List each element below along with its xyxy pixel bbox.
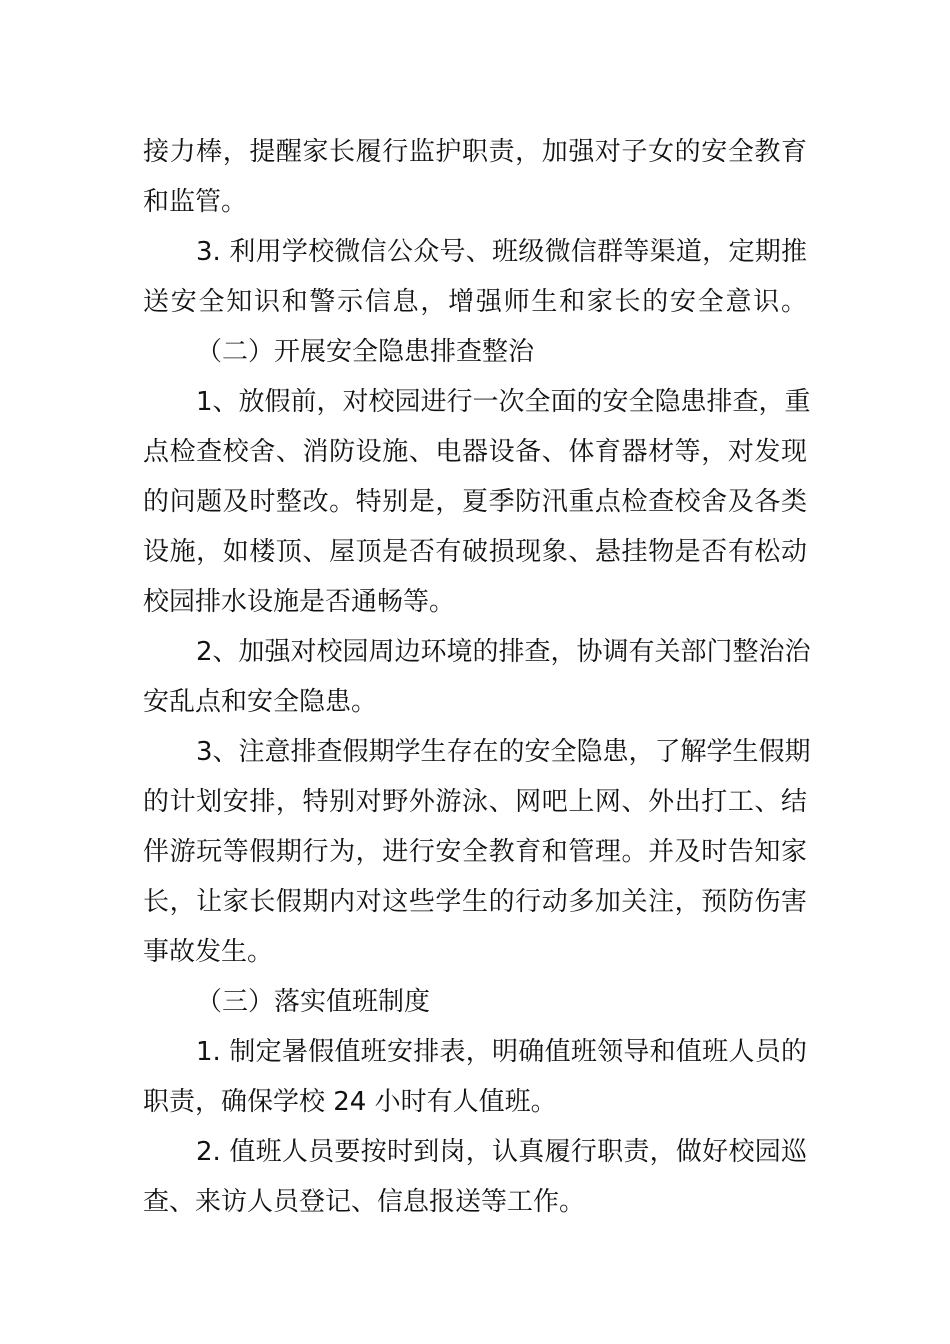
section-heading: （二）开展安全隐患排查整治	[196, 337, 535, 367]
text-line: 1、放假前，对校园进行一次全面的安全隐患排查，重	[196, 387, 811, 417]
text-line: 3、注意排查假期学生存在的安全隐患，了解学生假期	[196, 737, 811, 767]
text-line: 3. 利用学校微信公众号、班级微信群等渠道，定期推	[196, 237, 807, 267]
text-line: 事故发生。	[143, 937, 274, 967]
text-line: 2、加强对校园周边环境的排查，协调有关部门整治治	[196, 637, 811, 667]
text-line: 2. 值班人员要按时到岗，认真履行职责，做好校园巡	[196, 1137, 807, 1167]
document-body	[143, 127, 811, 1227]
text-line: 安乱点和安全隐患。	[143, 687, 378, 717]
text-line: 的计划安排，特别对野外游泳、网吧上网、外出打工、结	[143, 787, 807, 817]
text-line: 接力棒，提醒家长履行监护职责，加强对子女的安全教育	[143, 137, 807, 167]
text-line: 点检查校舍、消防设施、电器设备、体育器材等，对发现	[143, 437, 807, 467]
text-line: 设施，如楼顶、屋顶是否有破损现象、悬挂物是否有松动	[143, 537, 807, 567]
text-line: 校园排水设施是否通畅等。	[143, 587, 456, 617]
text-line: 的问题及时整改。特别是，夏季防汛重点检查校舍及各类	[143, 487, 807, 517]
text-line: 和监管。	[143, 187, 248, 217]
section-heading: （三）落实值班制度	[196, 987, 431, 1017]
text-line: 伴游玩等假期行为，进行安全教育和管理。并及时告知家	[143, 837, 807, 867]
text-line: 长，让家长假期内对这些学生的行动多加关注，预防伤害	[143, 887, 807, 917]
text-line: 职责，确保学校 24 小时有人值班。	[143, 1087, 557, 1117]
text-line: 查、来访人员登记、信息报送等工作。	[143, 1187, 586, 1217]
text-line: 送安全知识和警示信息，增强师生和家长的安全意识。	[143, 287, 807, 317]
text-line: 1. 制定暑假值班安排表，明确值班领导和值班人员的	[196, 1037, 807, 1067]
